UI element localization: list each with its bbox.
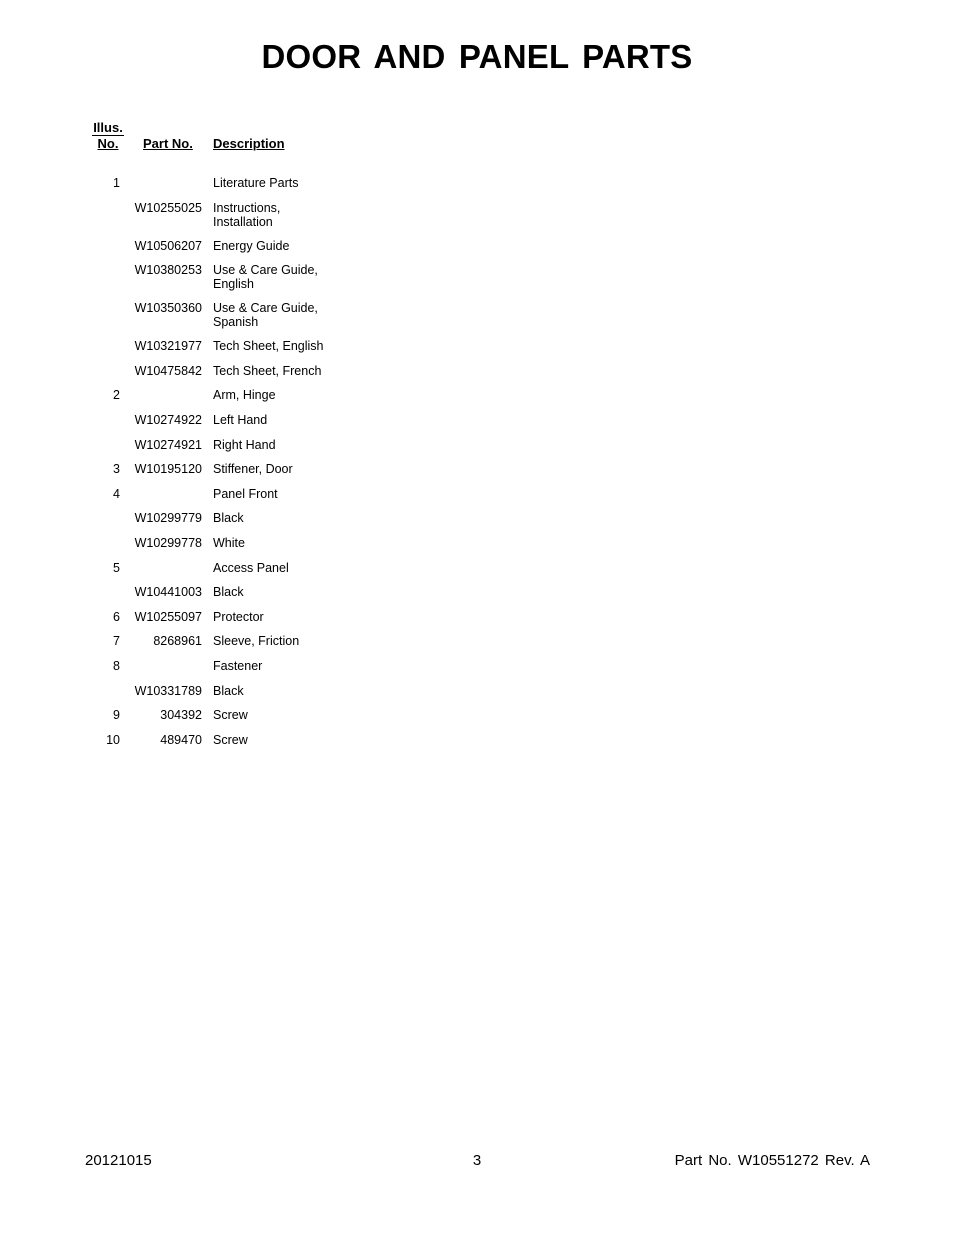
column-header-illus-line2: No. — [97, 136, 119, 151]
part-description: Sleeve, Friction — [213, 634, 300, 649]
part-number: 8268961 — [153, 634, 202, 649]
part-description: Energy Guide — [213, 238, 290, 253]
illus-number: 5 — [113, 560, 120, 575]
part-number: 304392 — [160, 708, 202, 723]
illus-number: 2 — [113, 388, 120, 403]
part-number: 489470 — [160, 732, 202, 747]
part-description: Screw — [213, 732, 248, 747]
part-number: W10274921 — [134, 437, 202, 452]
part-description: Right Hand — [213, 437, 276, 452]
table-row — [0, 708, 400, 733]
part-description: Panel Front — [213, 486, 278, 501]
table-row — [0, 659, 400, 684]
part-number: W10475842 — [134, 363, 202, 378]
table-row — [0, 610, 400, 635]
part-number: W10441003 — [134, 585, 202, 600]
part-description: Black — [213, 511, 244, 526]
table-row — [0, 462, 400, 487]
table-row — [0, 634, 400, 659]
table-row — [0, 536, 400, 561]
part-description: Instructions, Installation — [213, 200, 281, 229]
table-row — [0, 684, 400, 709]
illus-number: 3 — [113, 462, 120, 477]
part-description: Literature Parts — [213, 176, 299, 190]
part-description: Tech Sheet, French — [213, 363, 322, 378]
part-number: W10255097 — [134, 609, 202, 624]
illus-number: 10 — [106, 732, 120, 747]
part-description: Fastener — [213, 658, 263, 673]
table-row — [0, 585, 400, 610]
part-number: W10299779 — [134, 511, 202, 526]
part-description: White — [213, 535, 245, 550]
part-description: Protector — [213, 609, 264, 624]
table-row — [0, 176, 400, 201]
column-header-illus-line1: Illus. — [93, 120, 123, 135]
part-description: Use & Care Guide, English — [213, 263, 318, 292]
table-row — [0, 733, 400, 758]
illus-number: 9 — [113, 708, 120, 723]
parts-list — [0, 176, 400, 757]
part-description: Access Panel — [213, 560, 289, 575]
part-description: Left Hand — [213, 412, 268, 427]
column-header-description: Description — [213, 136, 285, 151]
part-number: W10350360 — [134, 301, 202, 316]
illus-number: 8 — [113, 658, 120, 673]
table-row — [0, 239, 400, 264]
part-number: W10506207 — [134, 238, 202, 253]
footer-document-part-number: Part No. W10551272 Rev. A — [674, 1152, 870, 1169]
table-row — [0, 301, 400, 339]
part-number: W10195120 — [134, 462, 202, 477]
illus-number: 4 — [113, 486, 120, 501]
part-description: Black — [213, 585, 244, 600]
table-row — [0, 388, 400, 413]
part-number: W10331789 — [134, 683, 202, 698]
part-number: W10299778 — [134, 535, 202, 550]
part-number: W10321977 — [134, 339, 202, 354]
footer-date: 20121015 — [85, 1152, 152, 1169]
part-description: Black — [213, 683, 244, 698]
part-description: Screw — [213, 708, 248, 723]
part-description: Stiffener, Door — [213, 462, 293, 477]
part-number: W10274922 — [134, 412, 202, 427]
column-header-illus-no — [88, 120, 128, 151]
table-row — [0, 511, 400, 536]
part-description: Use & Care Guide, Spanish — [213, 301, 318, 330]
table-row — [0, 487, 400, 512]
table-row — [0, 438, 400, 463]
table-row — [0, 413, 400, 438]
table-row — [0, 364, 400, 389]
part-description: Arm, Hinge — [213, 388, 276, 403]
table-row — [0, 263, 400, 301]
footer-page-number: 3 — [472, 1152, 482, 1169]
illus-number: 1 — [113, 176, 120, 190]
table-row — [0, 561, 400, 586]
illus-number: 7 — [113, 634, 120, 649]
table-row — [0, 339, 400, 364]
part-description: Tech Sheet, English — [213, 339, 324, 354]
column-header-part-no: Part No. — [143, 136, 193, 151]
page-title: DOOR AND PANEL PARTS — [261, 38, 693, 75]
part-number: W10380253 — [134, 263, 202, 278]
illus-number: 6 — [113, 609, 120, 624]
part-number: W10255025 — [134, 200, 202, 215]
table-row — [0, 201, 400, 239]
